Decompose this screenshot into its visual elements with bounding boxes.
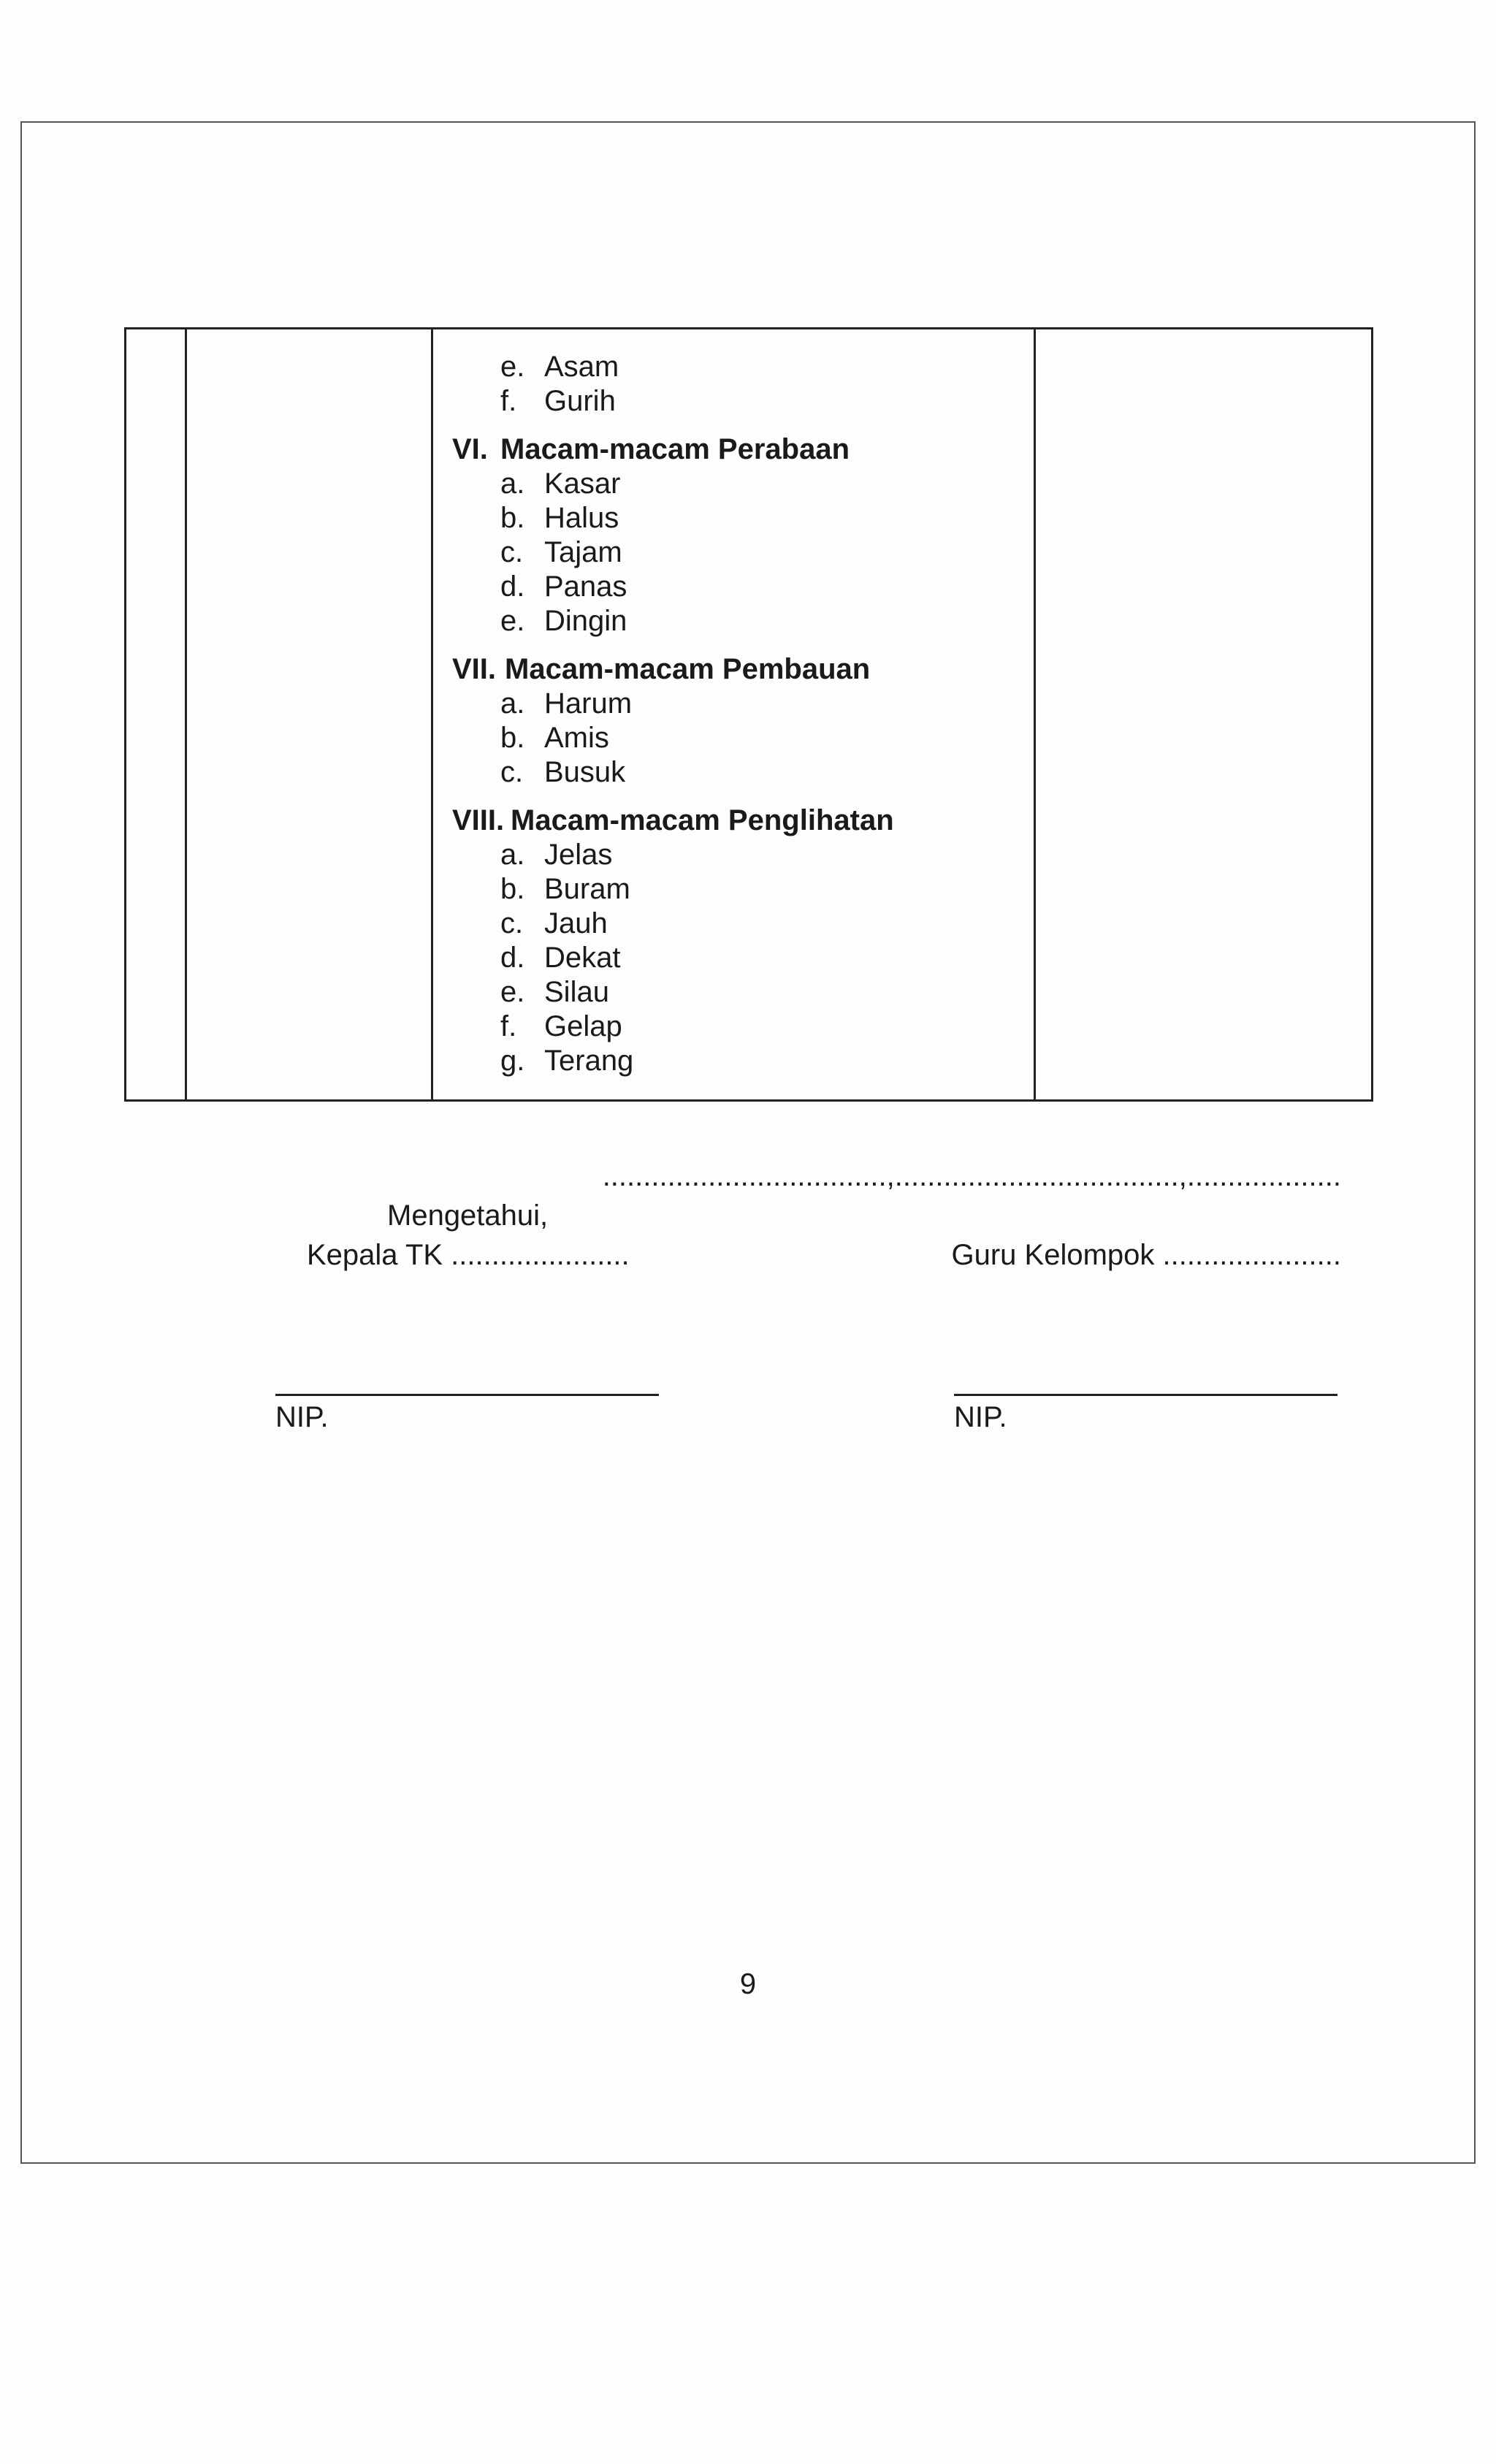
- item-marker: g.: [500, 1045, 525, 1077]
- item-text: Amis: [544, 722, 609, 754]
- item-marker: c.: [500, 907, 524, 939]
- list-item: [500, 872, 1051, 907]
- item-marker: b.: [500, 502, 525, 534]
- item-text: Panas: [544, 571, 627, 603]
- list-item: [500, 721, 1051, 755]
- list-item: [500, 604, 1051, 638]
- item-text: Asam: [544, 351, 619, 383]
- list-item: [500, 941, 1051, 975]
- list-item: [500, 570, 1051, 604]
- item-text: Kasar: [544, 468, 621, 500]
- section-title: Macam-macam Perabaan: [500, 433, 850, 465]
- item-marker: a.: [500, 839, 525, 871]
- list-item: [500, 838, 1051, 872]
- item-marker: f.: [500, 385, 517, 417]
- item-marker: a.: [500, 468, 525, 500]
- item-text: Dekat: [544, 942, 621, 974]
- item-text: Gurih: [544, 385, 616, 417]
- section-title: Macam-macam Penglihatan: [511, 804, 894, 836]
- list-item: [500, 755, 1051, 790]
- item-marker: a.: [500, 687, 525, 720]
- item-marker: b.: [500, 873, 525, 905]
- list-item: [500, 687, 1051, 721]
- item-text: Dingin: [544, 605, 627, 637]
- list-item: [500, 467, 1051, 501]
- list-item: [500, 1010, 1051, 1044]
- item-marker: c.: [500, 536, 524, 568]
- acknowledged-label: Mengetahui,: [387, 1199, 549, 1232]
- list-item: [500, 501, 1051, 535]
- section-heading: [452, 804, 1051, 838]
- item-text: Terang: [544, 1045, 634, 1077]
- teacher-signature-line: [954, 1394, 1337, 1396]
- item-text: Jauh: [544, 907, 608, 939]
- section-heading: [452, 652, 1051, 687]
- item-text: Busuk: [544, 756, 626, 788]
- section-heading: [452, 432, 1051, 467]
- section-numeral: VII.: [452, 653, 497, 685]
- list-item: [500, 975, 1051, 1010]
- item-marker: c.: [500, 756, 524, 788]
- item-text: Buram: [544, 873, 630, 905]
- list-item: [500, 384, 1051, 419]
- content-table: [124, 327, 1373, 1102]
- item-marker: e.: [500, 605, 525, 637]
- list-item: [500, 907, 1051, 941]
- teacher-label: Guru Kelompok ......................: [951, 1239, 1341, 1271]
- section-title: Macam-macam Pembauan: [505, 653, 871, 685]
- item-marker: e.: [500, 976, 525, 1008]
- item-marker: f.: [500, 1010, 517, 1042]
- item-text: Harum: [544, 687, 633, 720]
- item-marker: e.: [500, 351, 525, 383]
- item-text: Halus: [544, 502, 619, 534]
- list-item: [500, 535, 1051, 570]
- principal-label: Kepala TK ......................: [307, 1239, 630, 1271]
- item-marker: b.: [500, 722, 525, 754]
- list-item: [500, 1044, 1051, 1078]
- content-column: [452, 350, 1051, 1078]
- item-text: Gelap: [544, 1010, 622, 1042]
- column-divider: [185, 329, 187, 1099]
- item-marker: d.: [500, 571, 525, 603]
- section-numeral: VI.: [452, 433, 488, 465]
- teacher-nip: NIP.: [954, 1401, 1007, 1433]
- item-text: Jelas: [544, 839, 613, 871]
- item-text: Silau: [544, 976, 609, 1008]
- principal-signature-line: [275, 1394, 659, 1396]
- item-marker: d.: [500, 942, 525, 974]
- page-number: 9: [739, 1968, 757, 2000]
- column-divider: [431, 329, 433, 1099]
- principal-nip: NIP.: [275, 1401, 329, 1433]
- item-text: Tajam: [544, 536, 622, 568]
- list-item: [500, 350, 1051, 384]
- section-numeral: VIII.: [452, 804, 505, 836]
- place-date-line: ...................................,...................................,...................: [602, 1160, 1341, 1192]
